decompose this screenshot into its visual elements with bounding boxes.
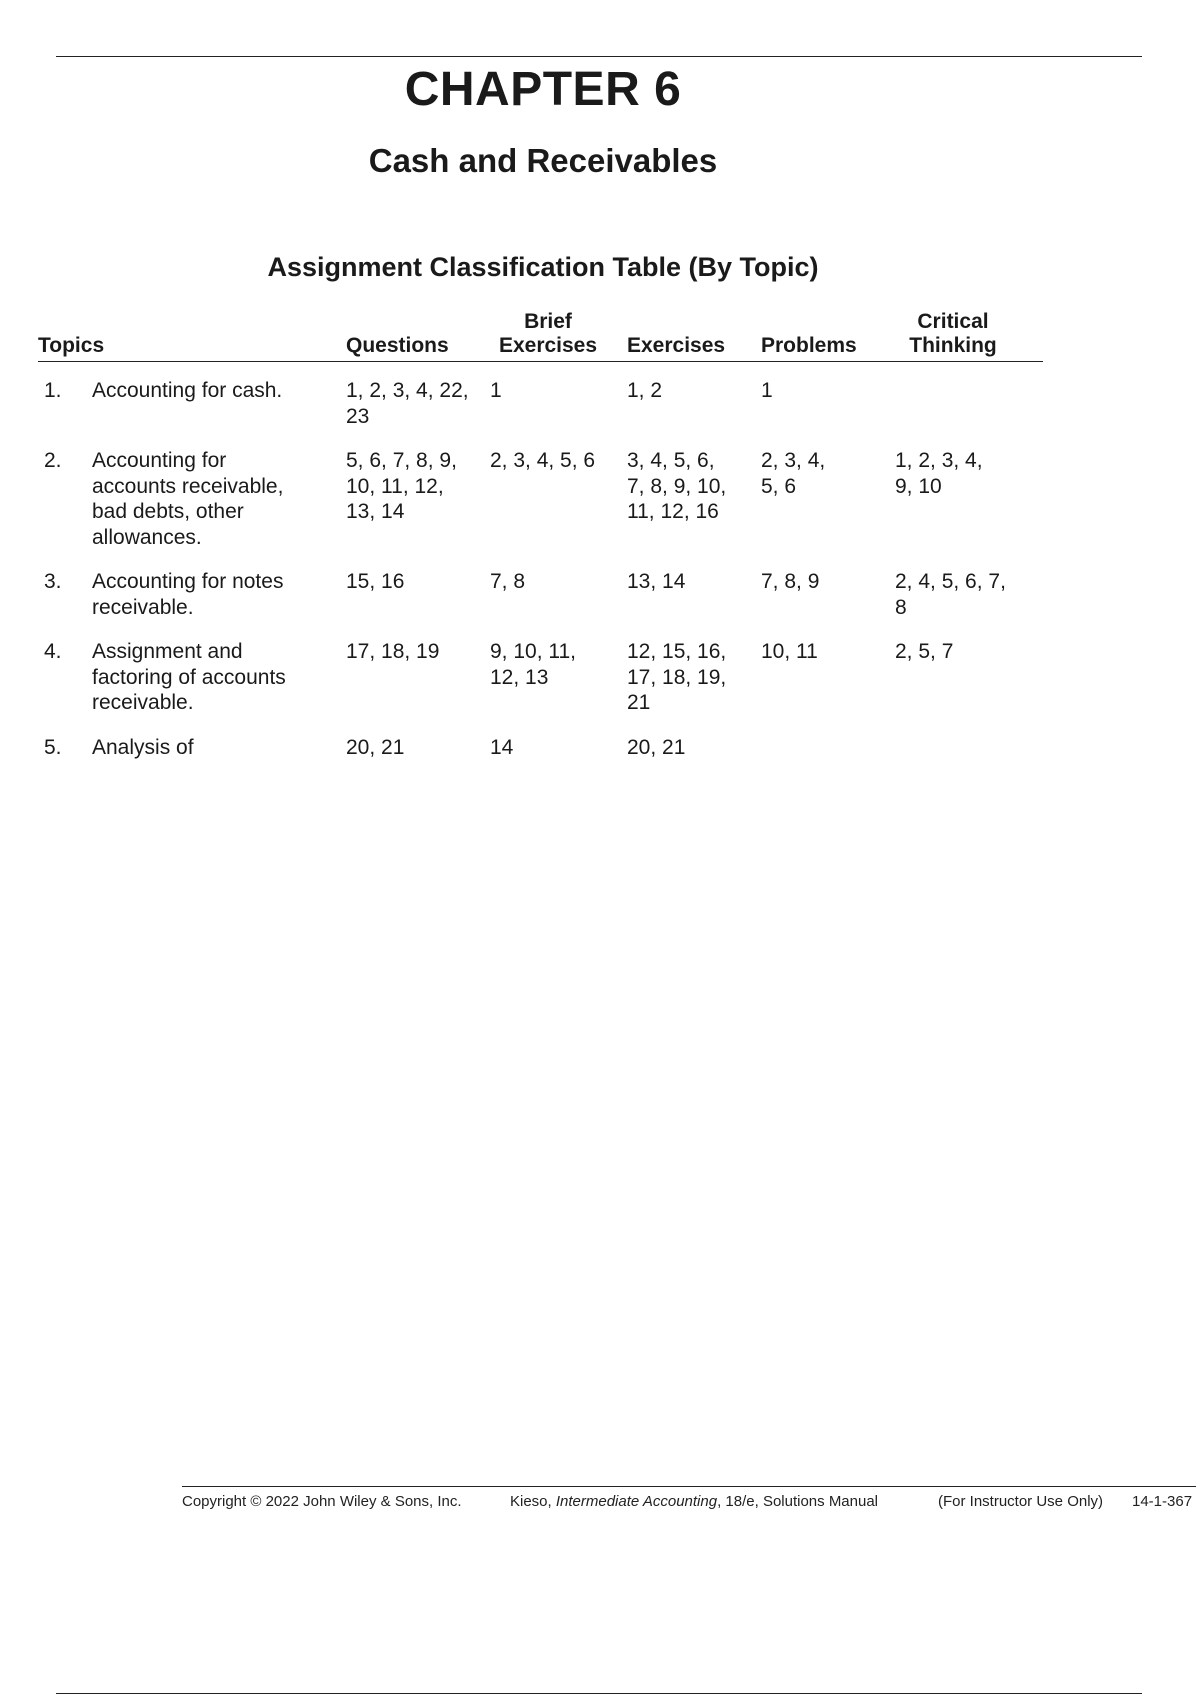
column-header-problems: Problems (761, 334, 857, 357)
topic-number: 2. (44, 449, 62, 472)
column-header-critical-thinking: Critical Thinking (909, 310, 997, 357)
table-row (38, 639, 1043, 716)
brief-exercises-cell: 7, 8 (490, 570, 526, 593)
table-row (38, 448, 1043, 550)
bottom-rule (56, 1693, 1142, 1694)
topic-number: 5. (44, 735, 62, 759)
critical-thinking-cell: 2, 4, 5, 6, 7, 8 (895, 570, 1006, 619)
footer-usage-note: (For Instructor Use Only) (938, 1493, 1104, 1510)
critical-thinking-cell: 1, 2, 3, 4, 9, 10 (895, 449, 983, 498)
problems-cell: 1 (761, 379, 773, 402)
exercises-cell: 1, 2 (627, 379, 663, 402)
problems-cell: 7, 8, 9 (761, 570, 820, 593)
questions-cell: 15, 16 (346, 570, 405, 593)
footer-book-reference (510, 1493, 938, 1510)
questions-cell: 17, 18, 19 (346, 640, 440, 663)
brief-exercises-cell: 9, 10, 11, 12, 13 (490, 640, 577, 689)
column-header-questions: Questions (346, 334, 449, 357)
table-header-row (38, 310, 1043, 362)
footer-copyright: Copyright © 2022 John Wiley & Sons, Inc. (182, 1493, 462, 1510)
exercises-cell: 20, 21 (627, 735, 686, 759)
table-row (38, 735, 1043, 761)
footer-author: Kieso, (510, 1493, 556, 1510)
topic-cell (38, 378, 346, 404)
column-header-brief-exercises: Brief Exercises (498, 310, 598, 357)
topic-number: 4. (44, 640, 62, 663)
topic-text: Analysis of (92, 735, 194, 759)
top-rule (56, 56, 1142, 57)
column-header-exercises: Exercises (627, 334, 726, 357)
column-header-topics: Topics (38, 334, 105, 357)
topic-cell (38, 448, 346, 550)
critical-thinking-cell: 2, 5, 7 (895, 640, 954, 663)
footer-book-title: Intermediate Accounting (555, 1493, 718, 1510)
footer-edition: , 18/e, Solutions Manual (717, 1493, 879, 1510)
brief-exercises-cell: 2, 3, 4, 5, 6 (490, 449, 596, 472)
topic-cell (38, 735, 346, 761)
problems-cell: 2, 3, 4, 5, 6 (761, 449, 826, 498)
topic-cell (38, 569, 346, 620)
assignment-classification-table (38, 310, 1043, 760)
exercises-cell: 12, 15, 16, 17, 18, 19, 21 (627, 640, 727, 714)
topic-text: Accounting for notes receivable. (92, 570, 284, 619)
chapter-subtitle: Cash and Receivables (368, 142, 718, 179)
table-row (38, 378, 1043, 429)
table-row (38, 569, 1043, 620)
questions-cell: 5, 6, 7, 8, 9, 10, 11, 12, 13, 14 (346, 449, 457, 523)
brief-exercises-cell: 14 (490, 735, 514, 759)
chapter-title: CHAPTER 6 (404, 63, 682, 116)
topic-text: Assignment and factoring of accounts receivable. (92, 640, 286, 714)
table-title: Assignment Classification Table (By Topic) (267, 252, 819, 282)
topic-cell (38, 639, 346, 716)
exercises-cell: 3, 4, 5, 6, 7, 8, 9, 10, 11, 12, 16 (627, 449, 727, 523)
topic-text: Accounting for cash. (92, 379, 283, 402)
exercises-cell: 13, 14 (627, 570, 686, 593)
footer-page-number: 14-1-367 (1132, 1493, 1193, 1510)
questions-cell: 1, 2, 3, 4, 22, 23 (346, 379, 469, 428)
topic-number: 3. (44, 570, 62, 593)
topic-number: 1. (44, 379, 62, 402)
problems-cell: 10, 11 (761, 640, 818, 663)
topic-text: Accounting for accounts receivable, bad debts, other allowances. (92, 449, 284, 549)
page-footer (182, 1486, 1196, 1510)
questions-cell: 20, 21 (346, 735, 405, 759)
brief-exercises-cell: 1 (490, 379, 502, 402)
